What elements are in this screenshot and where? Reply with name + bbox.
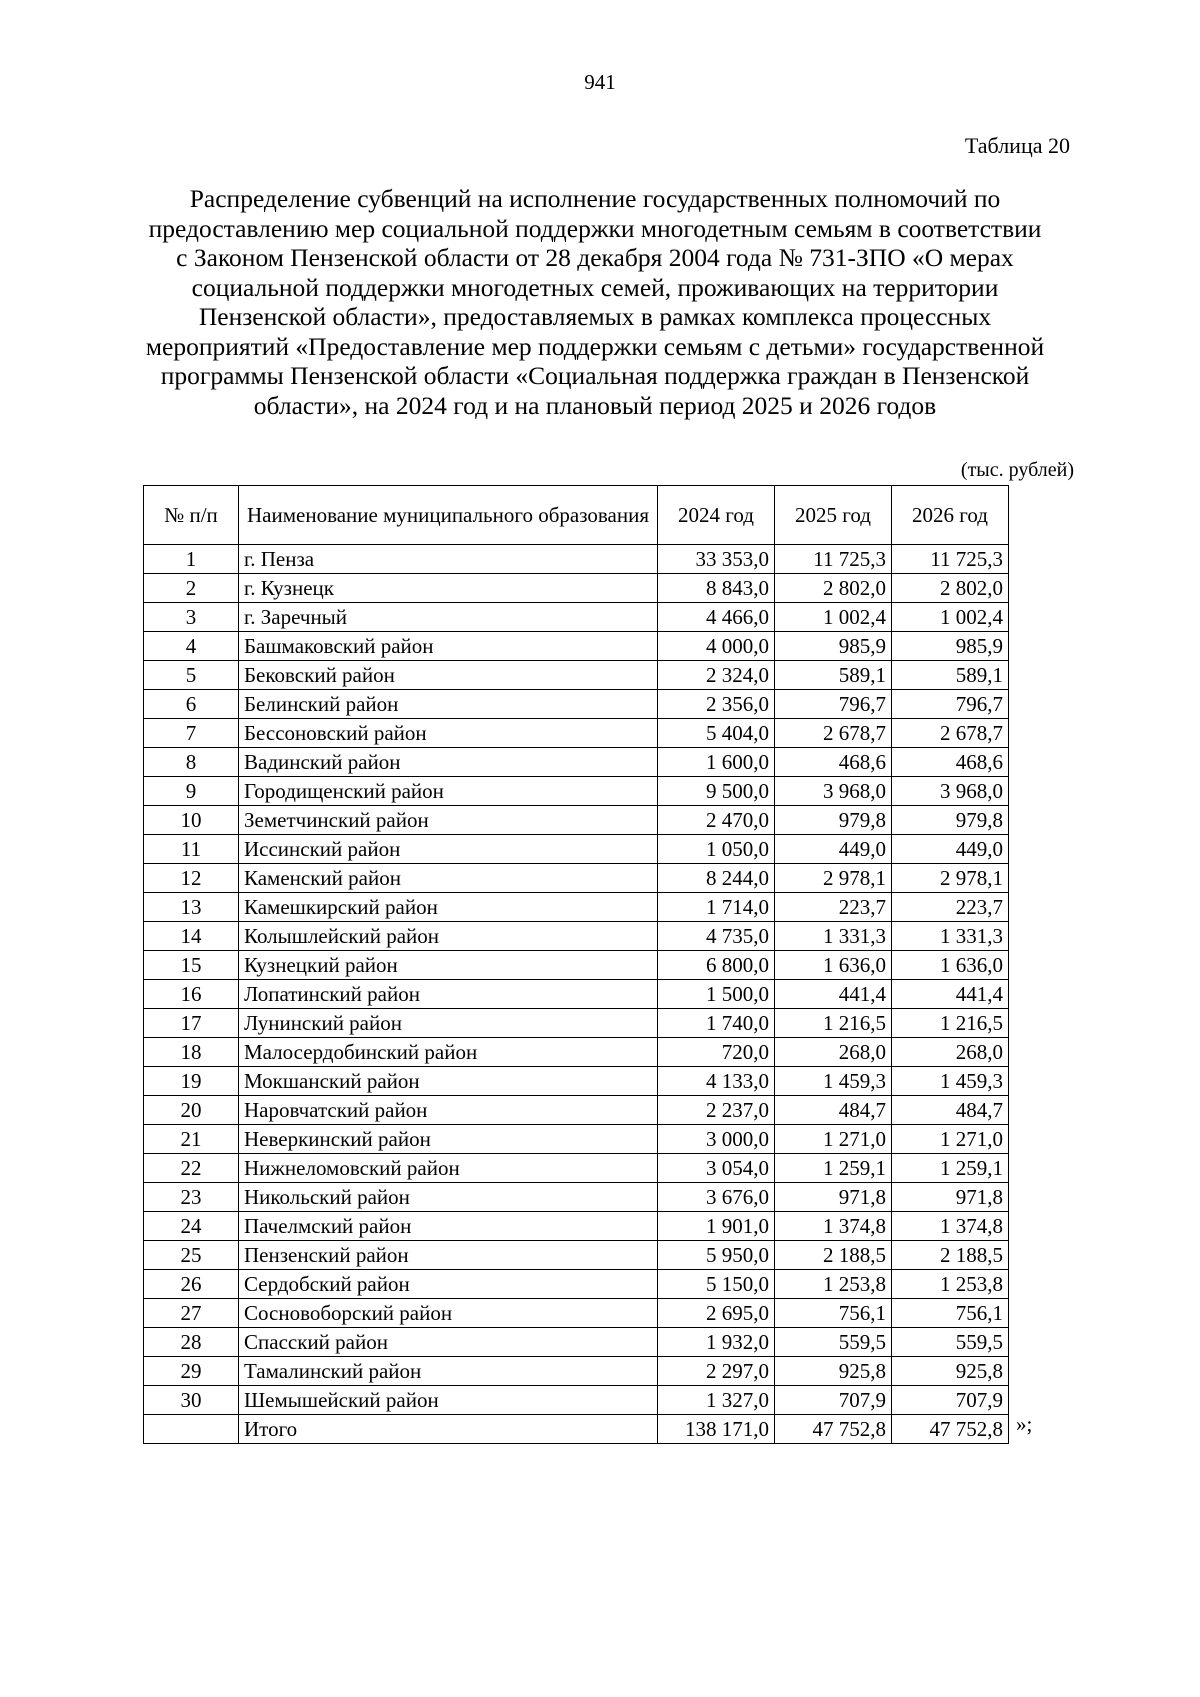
value-2026: 223,7 [892,893,1009,922]
value-2026: 468,6 [892,748,1009,777]
municipality-name: Пачелмский район [239,1212,658,1241]
value-2025: 449,0 [775,835,892,864]
municipality-name: Земетчинский район [239,806,658,835]
row-number: 25 [144,1241,239,1270]
table-row [144,748,1009,777]
value-2024: 1 050,0 [658,835,775,864]
municipality-name: Бессоновский район [239,719,658,748]
table-row [144,1125,1009,1154]
header-number: № п/п [144,486,239,545]
table-row [144,1038,1009,1067]
table-row [144,1183,1009,1212]
value-2024: 1 600,0 [658,748,775,777]
municipality-name: Белинский район [239,690,658,719]
municipality-name: Нижнеломовский район [239,1154,658,1183]
table-row [144,806,1009,835]
row-number: 9 [144,777,239,806]
subvention-table [143,485,1009,1444]
value-2025: 1 271,0 [775,1125,892,1154]
municipality-name: Неверкинский район [239,1125,658,1154]
row-number: 17 [144,1009,239,1038]
value-2024: 2 297,0 [658,1357,775,1386]
table-row [144,603,1009,632]
value-2025: 441,4 [775,980,892,1009]
value-2026: 2 802,0 [892,574,1009,603]
value-2024: 3 054,0 [658,1154,775,1183]
value-2024: 4 000,0 [658,632,775,661]
row-number: 10 [144,806,239,835]
row-number: 2 [144,574,239,603]
municipality-name: Пензенский район [239,1241,658,1270]
municipality-name: Бековский район [239,661,658,690]
value-2025: 1 253,8 [775,1270,892,1299]
table-row [144,864,1009,893]
municipality-name: Вадинский район [239,748,658,777]
row-number: 22 [144,1154,239,1183]
value-2024: 4 466,0 [658,603,775,632]
row-number: 23 [144,1183,239,1212]
value-2024: 9 500,0 [658,777,775,806]
row-number: 29 [144,1357,239,1386]
table-row [144,980,1009,1009]
row-number [144,1415,239,1444]
value-2024: 3 676,0 [658,1183,775,1212]
value-2026: 1 459,3 [892,1067,1009,1096]
value-2026: 1 216,5 [892,1009,1009,1038]
value-2026: 11 725,3 [892,545,1009,574]
row-number: 26 [144,1270,239,1299]
value-2025: 1 259,1 [775,1154,892,1183]
value-2025: 2 802,0 [775,574,892,603]
row-number: 14 [144,922,239,951]
value-2026: 1 259,1 [892,1154,1009,1183]
row-number: 1 [144,545,239,574]
value-2026: 971,8 [892,1183,1009,1212]
value-2026: 2 188,5 [892,1241,1009,1270]
header-2025: 2025 год [775,486,892,545]
table-label: Таблица 20 [964,133,1070,158]
municipality-name: Сердобский район [239,1270,658,1299]
row-number: 28 [144,1328,239,1357]
municipality-name: Камешкирский район [239,893,658,922]
table-title: Распределение субвенций на исполнение государственных полномочий по предоставлению мер социальной поддержки многодетным семьям в соответствии с Законом Пензенской области от 28 декабря 2004 года № 731-ЗПО «О мерах социальной поддержки многодетных семей, проживающих на территории Пензенской области», предоставляемых в рамках комплекса процессных мероприятий «Предоставление мер поддержки семьям с детьми» государственной программы Пензенской области «Социальная поддержка граждан в Пензенской области», на 2024 год и на плановый период 2025 и 2026 годов [145,184,1045,420]
table-row [144,574,1009,603]
municipality-name: Мокшанский район [239,1067,658,1096]
value-2026: 1 374,8 [892,1212,1009,1241]
value-2025: 971,8 [775,1183,892,1212]
value-2025: 2 678,7 [775,719,892,748]
value-2026: 1 002,4 [892,603,1009,632]
value-2026: 484,7 [892,1096,1009,1125]
municipality-name: Наровчатский район [239,1096,658,1125]
value-2024: 2 237,0 [658,1096,775,1125]
municipality-name: Лунинский район [239,1009,658,1038]
table-row [144,1386,1009,1415]
value-2025: 468,6 [775,748,892,777]
value-2026: 796,7 [892,690,1009,719]
row-number: 15 [144,951,239,980]
value-2026: 3 968,0 [892,777,1009,806]
header-2026: 2026 год [892,486,1009,545]
value-2024: 8 843,0 [658,574,775,603]
value-2024: 4 735,0 [658,922,775,951]
value-2026: 756,1 [892,1299,1009,1328]
value-2024: 1 901,0 [658,1212,775,1241]
value-2025: 589,1 [775,661,892,690]
value-2025: 985,9 [775,632,892,661]
municipality-name: Колышлейский район [239,922,658,951]
value-2026: 707,9 [892,1386,1009,1415]
page-number: 941 [584,70,616,94]
value-2025: 756,1 [775,1299,892,1328]
value-2024: 720,0 [658,1038,775,1067]
municipality-name: Городищенский район [239,777,658,806]
table-row [144,835,1009,864]
value-2025: 47 752,8 [775,1415,892,1444]
table-row [144,951,1009,980]
municipality-name: Никольский район [239,1183,658,1212]
table-row [144,1357,1009,1386]
closing-mark: »; [1016,1412,1033,1436]
value-2025: 3 968,0 [775,777,892,806]
table-row [144,922,1009,951]
row-number: 16 [144,980,239,1009]
value-2026: 441,4 [892,980,1009,1009]
table-row [144,1299,1009,1328]
table-row [144,690,1009,719]
value-2025: 2 188,5 [775,1241,892,1270]
value-2024: 4 133,0 [658,1067,775,1096]
row-number: 24 [144,1212,239,1241]
value-2025: 559,5 [775,1328,892,1357]
table-row [144,1067,1009,1096]
header-2024: 2024 год [658,486,775,545]
value-2026: 1 636,0 [892,951,1009,980]
value-2024: 5 950,0 [658,1241,775,1270]
value-2024: 1 714,0 [658,893,775,922]
value-2025: 1 216,5 [775,1009,892,1038]
table-row [144,1270,1009,1299]
municipality-name: Малосердобинский район [239,1038,658,1067]
municipality-name: г. Заречный [239,603,658,632]
municipality-name: Иссинский район [239,835,658,864]
value-2024: 2 324,0 [658,661,775,690]
value-2024: 33 353,0 [658,545,775,574]
row-number: 12 [144,864,239,893]
row-number: 20 [144,1096,239,1125]
value-2024: 1 740,0 [658,1009,775,1038]
value-2025: 925,8 [775,1357,892,1386]
municipality-name: Тамалинский район [239,1357,658,1386]
table-row [144,893,1009,922]
value-2024: 3 000,0 [658,1125,775,1154]
header-municipality: Наименование муниципального образования [239,486,658,545]
value-2026: 1 253,8 [892,1270,1009,1299]
value-2024: 138 171,0 [658,1415,775,1444]
value-2025: 1 374,8 [775,1212,892,1241]
table-row [144,661,1009,690]
table-row [144,719,1009,748]
value-2025: 2 978,1 [775,864,892,893]
table-row [144,632,1009,661]
row-number: 6 [144,690,239,719]
value-2025: 1 459,3 [775,1067,892,1096]
municipality-name: г. Пенза [239,545,658,574]
value-2025: 979,8 [775,806,892,835]
value-2025: 1 002,4 [775,603,892,632]
value-2026: 47 752,8 [892,1415,1009,1444]
municipality-name: Итого [239,1415,658,1444]
table-row [144,777,1009,806]
row-number: 27 [144,1299,239,1328]
table-row [144,1009,1009,1038]
value-2026: 589,1 [892,661,1009,690]
value-2026: 985,9 [892,632,1009,661]
row-number: 5 [144,661,239,690]
row-number: 18 [144,1038,239,1067]
table-header-row [144,486,1009,545]
value-2024: 6 800,0 [658,951,775,980]
value-2025: 223,7 [775,893,892,922]
table-row [144,1328,1009,1357]
row-number: 13 [144,893,239,922]
row-number: 19 [144,1067,239,1096]
value-2025: 1 636,0 [775,951,892,980]
row-number: 4 [144,632,239,661]
value-2026: 1 271,0 [892,1125,1009,1154]
value-2026: 979,8 [892,806,1009,835]
row-number: 21 [144,1125,239,1154]
value-2024: 8 244,0 [658,864,775,893]
value-2025: 484,7 [775,1096,892,1125]
value-2026: 2 978,1 [892,864,1009,893]
value-2024: 1 932,0 [658,1328,775,1357]
value-2026: 559,5 [892,1328,1009,1357]
value-2026: 925,8 [892,1357,1009,1386]
value-2025: 11 725,3 [775,545,892,574]
value-2026: 1 331,3 [892,922,1009,951]
municipality-name: Каменский район [239,864,658,893]
value-2025: 796,7 [775,690,892,719]
value-2024: 1 327,0 [658,1386,775,1415]
value-2024: 5 150,0 [658,1270,775,1299]
value-2025: 707,9 [775,1386,892,1415]
row-number: 3 [144,603,239,632]
value-2026: 449,0 [892,835,1009,864]
value-2024: 1 500,0 [658,980,775,1009]
municipality-name: Спасский район [239,1328,658,1357]
units-label: (тыс. рублей) [960,459,1074,481]
row-number: 11 [144,835,239,864]
row-number: 7 [144,719,239,748]
value-2024: 2 470,0 [658,806,775,835]
value-2026: 268,0 [892,1038,1009,1067]
municipality-name: Сосновоборский район [239,1299,658,1328]
row-number: 30 [144,1386,239,1415]
value-2024: 2 695,0 [658,1299,775,1328]
value-2026: 2 678,7 [892,719,1009,748]
municipality-name: Кузнецкий район [239,951,658,980]
value-2025: 1 331,3 [775,922,892,951]
table-row [144,1212,1009,1241]
row-number: 8 [144,748,239,777]
value-2024: 5 404,0 [658,719,775,748]
table-row [144,1241,1009,1270]
table-row [144,1096,1009,1125]
municipality-name: Башмаковский район [239,632,658,661]
table-row [144,1154,1009,1183]
municipality-name: г. Кузнецк [239,574,658,603]
table-row [144,545,1009,574]
municipality-name: Шемышейский район [239,1386,658,1415]
table-body [144,545,1009,1444]
municipality-name: Лопатинский район [239,980,658,1009]
value-2025: 268,0 [775,1038,892,1067]
value-2024: 2 356,0 [658,690,775,719]
total-row [144,1415,1009,1444]
